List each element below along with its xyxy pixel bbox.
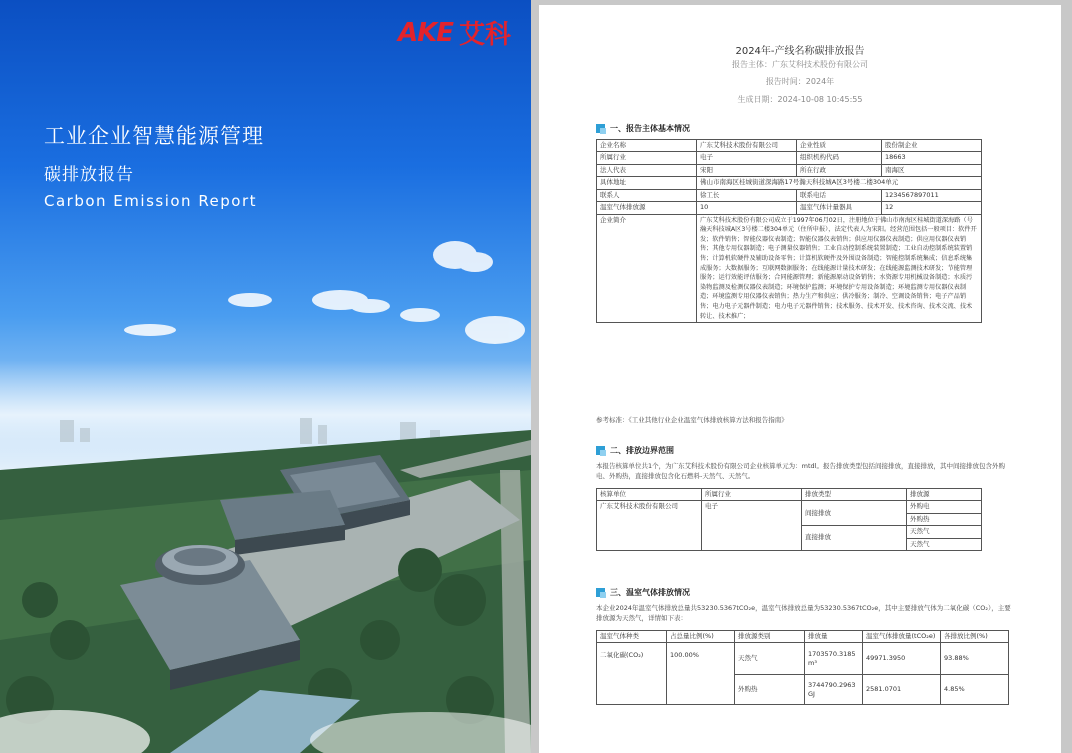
table-header: 温室气体排放量(tCO₂e) xyxy=(863,631,941,643)
basic-info-table xyxy=(596,139,982,323)
table-cell: 外购电 xyxy=(907,501,982,513)
section-icon xyxy=(596,124,605,133)
table-cell: 联系电话 xyxy=(797,189,882,201)
table-cell: 4.85% xyxy=(941,675,1009,705)
boundary-description: 本报告核算单位共1个，为广东艾科技术股份有限公司企业核算单元为：mtdl。报告排放类型包括间接排放，直接排放，其中间接排放包含外购电、外购热，直接排放包含化石燃料-天然气、天然气。 xyxy=(596,462,1005,481)
table-header: 排放源 xyxy=(907,489,982,501)
table-row xyxy=(597,643,1009,675)
section-1-title: 一、报告主体基本情况 xyxy=(610,124,690,133)
table-row xyxy=(597,202,982,214)
table-header: 各排放比例(%) xyxy=(941,631,1009,643)
table-cell: 具体地址 xyxy=(597,177,697,189)
table-cell: 间接排放 xyxy=(802,501,907,526)
table-cell: 宋阳 xyxy=(697,164,797,176)
section-3-heading xyxy=(596,587,690,598)
table-cell: 10 xyxy=(697,202,797,214)
section-2-heading xyxy=(596,445,674,456)
table-cell: 2581.0701 xyxy=(863,675,941,705)
report-cover xyxy=(0,0,531,753)
cover-title: 工业企业智慧能源管理 xyxy=(44,124,264,148)
table-row xyxy=(597,177,982,189)
cover-subtitle: 碳排放报告 xyxy=(44,165,134,185)
table-header-row xyxy=(597,489,982,501)
table-cell: 18663 xyxy=(882,152,982,164)
table-cell: 联系人 xyxy=(597,189,697,201)
table-cell: 93.88% xyxy=(941,643,1009,675)
table-cell: 1703570.3185 m³ xyxy=(805,643,863,675)
report-title: 2024年-产线名称碳排放报告 xyxy=(735,46,865,57)
table-cell: 企业名称 xyxy=(597,140,697,152)
table-cell: 广东艾科技术股份有限公司 xyxy=(597,501,702,551)
section-icon xyxy=(596,446,605,455)
table-header: 所属行业 xyxy=(702,489,802,501)
table-header: 排放源类别 xyxy=(735,631,805,643)
table-row xyxy=(597,214,982,323)
cover-aerial-illustration xyxy=(0,0,531,753)
section-2-title: 二、排放边界范围 xyxy=(610,446,674,455)
table-cell: 法人代表 xyxy=(597,164,697,176)
table-cell: 广东艾科技术股份有限公司 xyxy=(697,140,797,152)
table-row xyxy=(597,140,982,152)
ake-logo xyxy=(398,14,511,51)
table-cell: 徐工长 xyxy=(697,189,797,201)
table-cell: 二氧化碳(CO₂) xyxy=(597,643,667,705)
reference-standard: 参考标准：《工业其他行业企业温室气体排放核算方法和报告指南》 xyxy=(596,416,788,424)
table-cell: 天然气 xyxy=(907,538,982,550)
report-period: 报告时间：2024年 xyxy=(765,77,835,86)
table-cell: 外购热 xyxy=(907,513,982,525)
cloud-group xyxy=(124,241,525,344)
table-cell: 组织机构代码 xyxy=(797,152,882,164)
table-header-row xyxy=(597,631,1009,643)
table-cell: 1234567897011 xyxy=(882,189,982,201)
section-icon xyxy=(596,588,605,597)
table-cell: 温室气体计量器具 xyxy=(797,202,882,214)
logo-chinese-name: 艾科 xyxy=(458,20,511,50)
emission-table xyxy=(596,630,1009,705)
boundary-table xyxy=(596,488,982,551)
table-cell: 电子 xyxy=(697,152,797,164)
table-cell: 企业性质 xyxy=(797,140,882,152)
address-cell: 佛山市南海区桂城街道深海路17号瀚天科技城A区3号楼二楼304单元 xyxy=(697,177,982,189)
table-row xyxy=(597,164,982,176)
table-cell: 所属行业 xyxy=(597,152,697,164)
table-row xyxy=(597,501,982,513)
table-cell: 12 xyxy=(882,202,982,214)
table-cell: 温室气体排放源 xyxy=(597,202,697,214)
table-cell: 3744790.2963 GJ xyxy=(805,675,863,705)
table-cell: 100.00% xyxy=(667,643,735,705)
emission-description: 本企业2024年温室气体排放总量共53230.5367tCO₂e，温室气体排放总量为53230.5367tCO₂e，其中主要排放气体为二氧化碳（CO₂），主要排放源为天然气，详情如下表： xyxy=(596,604,1011,623)
table-header: 占总量比例(%) xyxy=(667,631,735,643)
table-cell: 股份制企业 xyxy=(882,140,982,152)
table-cell: 电子 xyxy=(702,501,802,551)
cover-subtitle-english: Carbon Emission Report xyxy=(44,192,258,210)
report-page xyxy=(539,5,1061,753)
company-profile-cell: 广东艾科技术股份有限公司成立于1997年06月02日，注册地位于佛山市南海区桂城街道深海路（号瀚天科技城A区3号楼二楼304单元（住所申报），法定代表人为宋阳。经营范围包括一般项目：软件开发；软件销售；智能仪器仪表制造；智能仪器仪表销售；供应用仪器仪表制造；供应用仪器仪表销售；其他专用仪器制造；电子测量仪器销售；工业自动控制系统装置制造；工业自动控制系统装置销售；计算机软硬件及辅助设备零售；计算机软硬件及外围设备制造；智能控制系统集成；信息系统集成服务；大数据服务；互联网数据服务；在线能源计量技术研发；在线能源监测技术研发；节能管理服务；运行效能评估服务；合同能源管理；新能源原动设备销售；水资源专用机械设备制造；水质污染物监测及检测仪器仪表制造；环境保护监测；环境保护专用设备制造；环境监测专用仪器仪表制造；环境监测专用仪器仪表销售；热力生产和供应；供冷服务；制冷、空调设备销售；电子产品销售；电力电子元器件制造；电力电子元器件销售；技术服务、技术开发、技术咨询、技术交流、技术转让、技术推广； xyxy=(697,214,982,323)
section-3-title: 三、温室气体排放情况 xyxy=(610,588,690,597)
report-subject: 报告主体：广东艾科技术股份有限公司 xyxy=(732,60,868,69)
table-cell: 外购热 xyxy=(735,675,805,705)
table-cell: 所在行政 xyxy=(797,164,882,176)
table-cell: 49971.3950 xyxy=(863,643,941,675)
table-cell: 企业简介 xyxy=(597,214,697,323)
section-1-heading xyxy=(596,123,690,134)
table-header: 核算单位 xyxy=(597,489,702,501)
table-header: 排放量 xyxy=(805,631,863,643)
table-cell: 直接排放 xyxy=(802,526,907,551)
table-header: 排放类型 xyxy=(802,489,907,501)
table-cell: 天然气 xyxy=(735,643,805,675)
logo-wordmark: AKE xyxy=(397,17,453,48)
table-header: 温室气体种类 xyxy=(597,631,667,643)
table-cell: 南海区 xyxy=(882,164,982,176)
table-row xyxy=(597,189,982,201)
table-cell: 天然气 xyxy=(907,526,982,538)
table-row xyxy=(597,152,982,164)
report-generated-date: 生成日期：2024-10-08 10:45:55 xyxy=(737,95,863,104)
